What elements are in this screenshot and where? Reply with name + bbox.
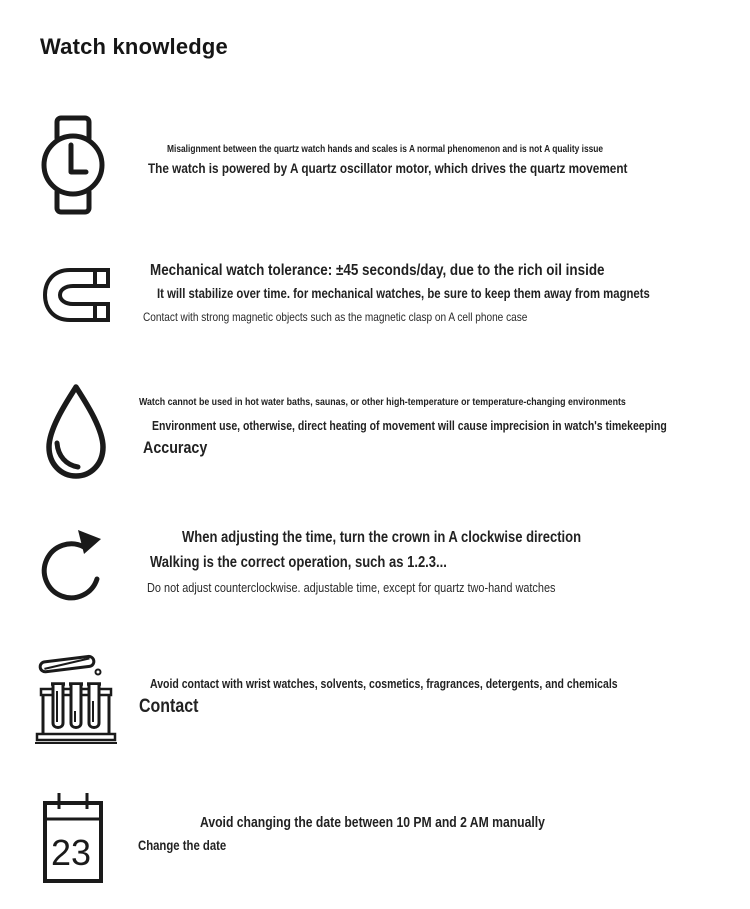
quartz-note-line: Misalignment between the quartz watch hands and scales is A normal phenomenon and is not A quality issue: [167, 144, 604, 155]
accuracy-headline: Accuracy: [143, 438, 208, 457]
crown-headline: When adjusting the time, turn the crown in A clockwise direction: [182, 529, 582, 546]
date-headline: Avoid changing the date between 10 PM and 2 AM manually: [200, 815, 545, 831]
temperature-note-line: Watch cannot be used in hot water baths, saunas, or other high-temperature or temperature-changing environments: [139, 396, 626, 408]
page-title: Watch knowledge: [40, 34, 228, 59]
date-subline: Change the date: [138, 838, 227, 853]
crown-subline: Walking is the correct operation, such as 1.2.3...: [150, 554, 447, 571]
crown-note-line: Do not adjust counterclockwise. adjustable time, except for quartz two-hand watches: [147, 580, 556, 595]
magnet-note-line: Contact with strong magnetic objects such as the magnetic clasp on A cell phone case: [143, 310, 528, 324]
quartz-headline: The watch is powered by A quartz oscillator motor, which drives the quartz movement: [148, 160, 628, 176]
magnet-headline: Mechanical watch tolerance: ±45 seconds/day, due to the rich oil inside: [150, 262, 605, 279]
calendar-day-label: 23: [50, 832, 92, 873]
magnet-subline: It will stabilize over time. for mechanical watches, be sure to keep them away from magnets: [157, 286, 650, 301]
temperature-subline: Environment use, otherwise, direct heating of movement will cause imprecision in watch's timekeeping: [152, 419, 667, 433]
chemical-note-line: Avoid contact with wrist watches, solvents, cosmetics, fragrances, detergents, and chemicals: [150, 677, 618, 691]
contact-headline: Contact: [139, 696, 199, 717]
